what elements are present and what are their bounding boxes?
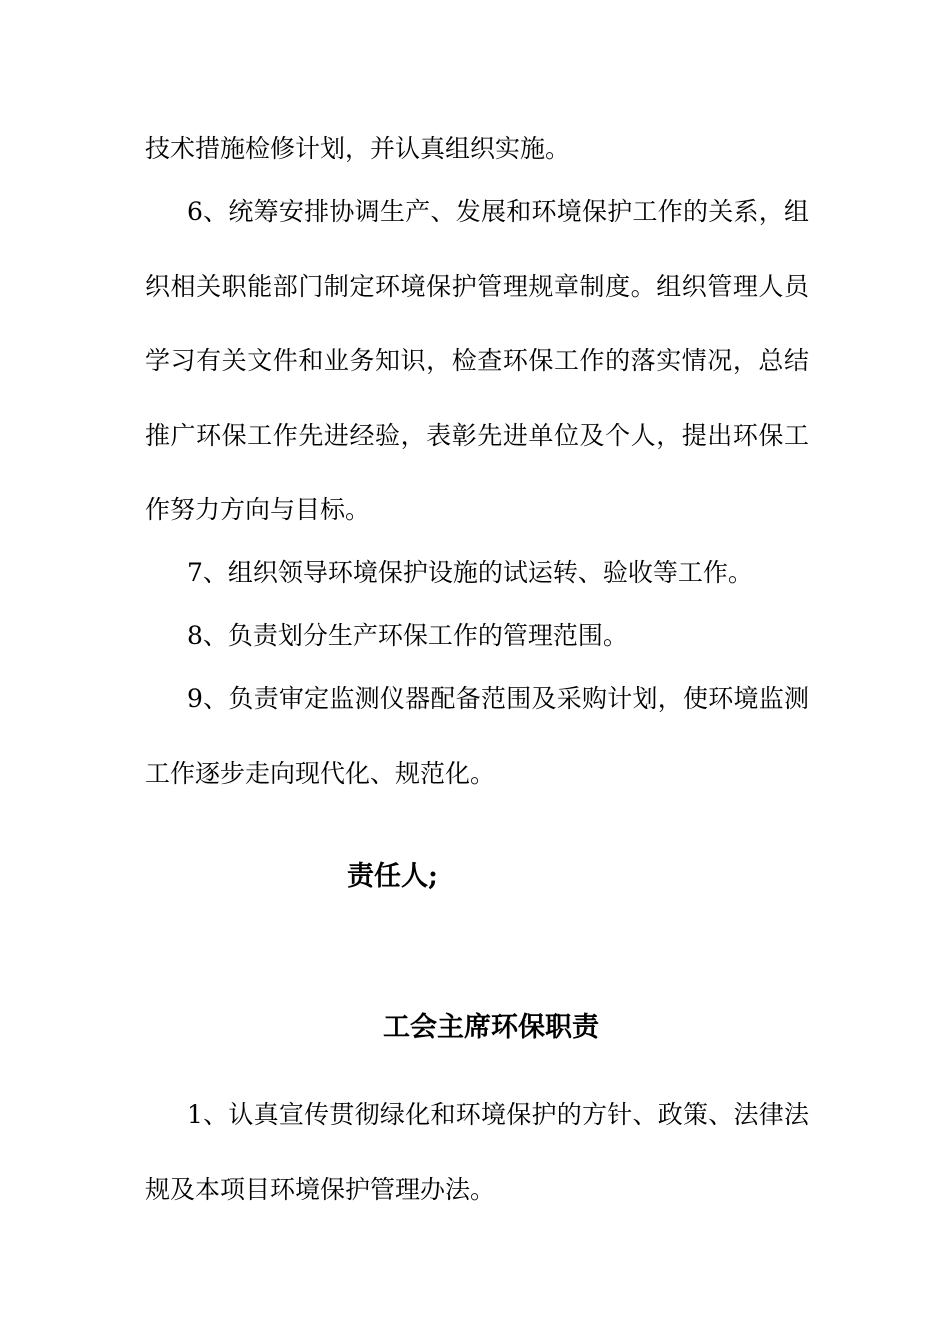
text-line: 推广环保工作先进经验，表彰先进单位及个人，提出环保工 — [145, 421, 809, 450]
section-title: 工会主席环保职责 — [383, 1012, 599, 1043]
responsible-label: 责任人; — [347, 861, 438, 892]
text-line: 1、认真宣传贯彻绿化和环境保护的方针、政策、法律法 — [187, 1100, 809, 1129]
text-line: 7、组织领导环境保护设施的试运转、验收等工作。 — [187, 558, 753, 587]
text-line: 作努力方向与目标。 — [145, 495, 371, 524]
text-line: 规及本项目环境保护管理办法。 — [145, 1175, 496, 1204]
text-line: 8、负责划分生产环保工作的管理范围。 — [187, 621, 628, 650]
text-line: 学习有关文件和业务知识，检查环保工作的落实情况，总结 — [145, 346, 809, 375]
text-line: 工作逐步走向现代化、规范化。 — [145, 759, 496, 788]
text-line: 技术措施检修计划，并认真组织实施。 — [145, 134, 571, 163]
text-line: 9、负责审定监测仪器配备范围及采购计划，使环境监测 — [187, 684, 809, 713]
text-line: 织相关职能部门制定环境保护管理规章制度。组织管理人员 — [145, 272, 809, 301]
text-line: 6、统筹安排协调生产、发展和环境保护工作的关系，组 — [187, 197, 809, 226]
